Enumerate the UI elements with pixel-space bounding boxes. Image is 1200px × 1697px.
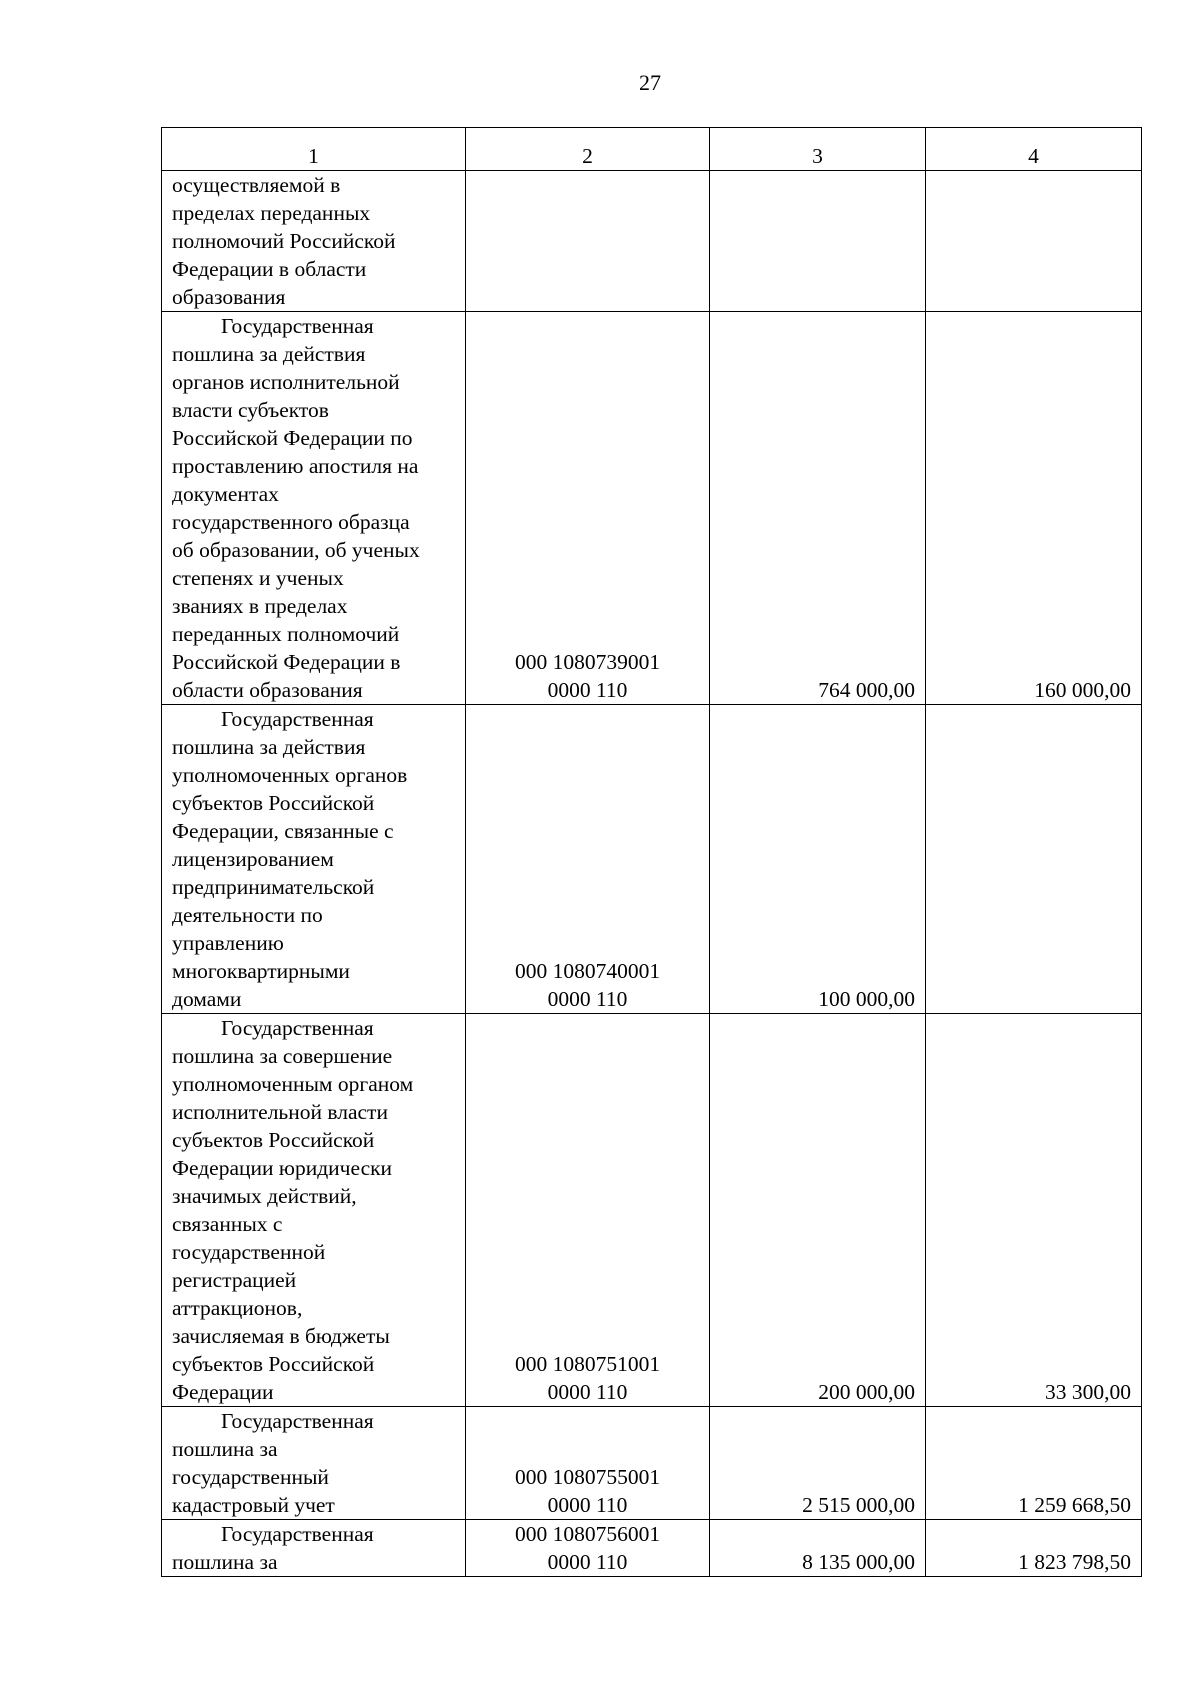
revenue-name-line: зачисляемая в бюджеты — [172, 1324, 390, 1348]
revenue-name-line: государственной — [172, 1240, 326, 1264]
budget-code-cell — [466, 1014, 710, 1407]
revenue-name-line: субъектов Российской — [172, 791, 375, 815]
revenue-name-line: связанных с — [172, 1212, 283, 1236]
revenue-name-line: области образования — [172, 678, 363, 702]
revenue-name-line: Российской Федерации в — [172, 650, 401, 674]
budget-code-line: 0000 110 — [547, 1550, 628, 1574]
revenue-name-line: проставлению апостиля на — [172, 454, 419, 478]
amount-col-3-cell: 2 515 000,00 — [710, 1407, 926, 1520]
revenue-name-line: Российской Федерации по — [172, 426, 413, 450]
amount-col-3-cell: 8 135 000,00 — [710, 1520, 926, 1577]
revenue-name-line: пределах переданных — [172, 201, 371, 225]
amount-col-3-cell: 200 000,00 — [710, 1014, 926, 1407]
amount-col-3-cell — [710, 171, 926, 312]
revenue-name-line: Федерации — [172, 1380, 274, 1404]
revenue-name-line: значимых действий, — [172, 1184, 357, 1208]
revenue-name-line: государственного образца — [172, 510, 410, 534]
revenue-name-line: органов исполнительной — [172, 370, 400, 394]
budget-code-cell — [466, 1407, 710, 1520]
revenue-name-line: об образовании, об ученых — [172, 538, 420, 562]
revenue-name-line: документах — [172, 482, 279, 506]
revenue-name-cell — [162, 312, 466, 705]
budget-code-line: 000 1080756001 — [514, 1522, 661, 1546]
revenue-name-cell — [162, 1014, 466, 1407]
revenue-name-line: управлению — [172, 931, 284, 955]
header-col-1: 1 — [162, 128, 466, 171]
revenue-name-line: уполномоченных органов — [172, 763, 408, 787]
revenue-name-cell — [162, 171, 466, 312]
revenue-name-line: полномочий Российской — [172, 229, 396, 253]
revenue-name-line: кадастровый учет — [172, 1493, 335, 1517]
revenue-name-line: домами — [172, 987, 242, 1011]
amount-col-3-cell: 100 000,00 — [710, 705, 926, 1014]
revenue-name-line: Государственная — [221, 314, 374, 338]
revenue-name-line: регистрацией — [172, 1268, 297, 1292]
revenue-name-line: пошлина за действия — [172, 735, 366, 759]
revenue-name-line: осуществляемой в — [172, 173, 341, 197]
revenue-name-line: государственный — [172, 1465, 329, 1489]
budget-code-cell — [466, 171, 710, 312]
revenue-name-line: аттракционов, — [172, 1296, 303, 1320]
amount-col-3-cell: 764 000,00 — [710, 312, 926, 705]
revenue-name-cell — [162, 705, 466, 1014]
table-row — [162, 1520, 1142, 1577]
revenue-name-line: пошлина за действия — [172, 342, 366, 366]
budget-code-line: 000 1080751001 — [514, 1352, 661, 1376]
revenue-name-line: образования — [172, 285, 286, 309]
revenue-name-cell — [162, 1520, 466, 1577]
amount-col-4-cell — [926, 171, 1142, 312]
budget-code-line: 000 1080739001 — [514, 650, 661, 674]
revenue-name-line: пошлина за — [172, 1437, 278, 1461]
revenue-name-line: субъектов Российской — [172, 1352, 375, 1376]
amount-col-4-cell: 1 823 798,50 — [926, 1520, 1142, 1577]
header-col-2: 2 — [466, 128, 710, 171]
budget-code-cell — [466, 312, 710, 705]
budget-code-line: 0000 110 — [547, 987, 628, 1011]
revenue-name-line: Федерации, связанные с — [172, 819, 394, 843]
budget-code-line: 0000 110 — [547, 1380, 628, 1404]
page-number: 27 — [639, 70, 661, 95]
budget-code-cell — [466, 705, 710, 1014]
revenue-name-line: степенях и ученых — [172, 566, 344, 590]
budget-code-line: 0000 110 — [547, 678, 628, 702]
revenue-name-line: деятельности по — [172, 903, 323, 927]
budget-code-line: 000 1080740001 — [514, 959, 661, 983]
header-col-3: 3 — [710, 128, 926, 171]
revenue-name-line: Федерации в области — [172, 257, 367, 281]
revenue-name-line: Государственная — [221, 1522, 374, 1546]
revenue-name-cell — [162, 1407, 466, 1520]
amount-col-4-cell: 160 000,00 — [926, 312, 1142, 705]
revenue-name-line: пошлина за совершение — [172, 1044, 393, 1068]
budget-code-line: 000 1080755001 — [514, 1465, 661, 1489]
revenue-name-line: исполнительной власти — [172, 1100, 388, 1124]
budget-revenue-table — [161, 127, 1142, 1577]
revenue-name-line: Федерации юридически — [172, 1156, 393, 1180]
amount-col-4-cell: 33 300,00 — [926, 1014, 1142, 1407]
amount-col-4-cell — [926, 705, 1142, 1014]
revenue-name-line: лицензированием — [172, 847, 334, 871]
budget-code-cell — [466, 1520, 710, 1577]
table-row — [162, 705, 1142, 1014]
amount-col-4-cell: 1 259 668,50 — [926, 1407, 1142, 1520]
revenue-name-line: пошлина за — [172, 1550, 278, 1574]
table-header-row — [162, 128, 1142, 171]
table-row — [162, 312, 1142, 705]
header-col-4: 4 — [926, 128, 1142, 171]
table-row — [162, 1014, 1142, 1407]
revenue-name-line: уполномоченным органом — [172, 1072, 414, 1096]
revenue-name-line: переданных полномочий — [172, 622, 400, 646]
revenue-name-line: Государственная — [221, 707, 374, 731]
table-row — [162, 171, 1142, 312]
revenue-name-line: предпринимательской — [172, 875, 375, 899]
revenue-name-line: субъектов Российской — [172, 1128, 375, 1152]
revenue-name-line: Государственная — [221, 1409, 374, 1433]
table-row — [162, 1407, 1142, 1520]
revenue-name-line: Государственная — [221, 1016, 374, 1040]
revenue-name-line: многоквартирными — [172, 959, 350, 983]
revenue-name-line: званиях в пределах — [172, 594, 348, 618]
revenue-name-line: власти субъектов — [172, 398, 329, 422]
budget-code-line: 0000 110 — [547, 1493, 628, 1517]
